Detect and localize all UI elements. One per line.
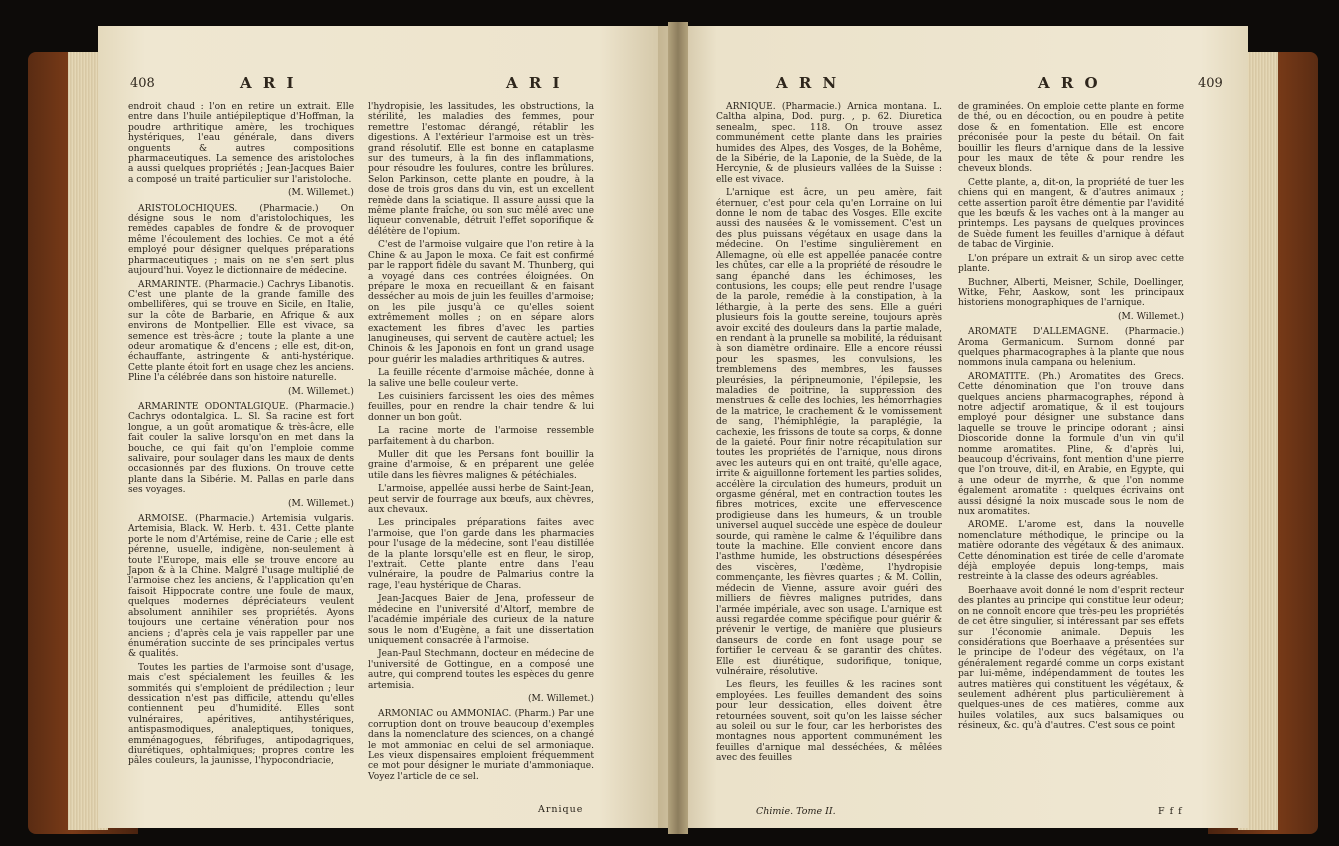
paragraph: Boerhaave avoit donné le nom d'esprit recteur des plantes au principe qui constitue leur odeur; on ne connoît encore que très-peu les propriétés de cet être singulier, si intéressant par ses effets sur l'économie animale. Depuis les considérations que Boerhaave a présentées sur le principe de l'odeur des végétaux, on l'a généralement regardé comme un corps existant par lui-même, indépendamment de toutes les autres matières qui constituent les végétaux, & seulement adhérent plus particulièrement à quelques-unes de ces matières, comme aux huiles volatiles, aux sucs balsamiques ou résineux, &c. qu'à d'autres. C'est sous ce point <box>958 585 1184 732</box>
paragraph: ARMARINTE. (Pharmacie.) Cachrys Libanotis. C'est une plante de la grande famille des ombellifères, qui se trouve en Sicile, en Italie, sur la côte de Barbarie, en Afrique & aux environs de Montpellier. Elle est vivace, sa semence est très-âcre ; toute la plante a une odeur aromatique & d'encens ; elle est, dit-on, échauffante, astringente & anti-hystérique. Cette plante étoit fort en usage chez les anciens. Pline l'a célébrée dans son histoire naturelle. <box>128 279 354 384</box>
paragraph: endroit chaud : l'on en retire un extrait. Elle entre dans l'huile antiépileptique d'Hoffman, la poudre arthritique amère, les trochiques hystériques, l'eau générale, dans divers onguents & autres compositions pharmaceutiques. La semence des aristoloches a aussi quelques propriétés ; Jean-Jacques Baier a composé un traité particulier sur l'aristoloche. <box>128 102 354 185</box>
catchword: Arnique <box>538 804 584 815</box>
paragraph: Cette plante, a, dit-on, la propriété de tuer les chiens qui en mangent, & d'autres animaux ; cette assertion paroît être démentie par l'avidité que les bœufs & les vaches ont à la manger au printemps. Les paysans de quelques provinces de Suède fument les feuilles d'arnique à défaut de tabac de Virginie. <box>958 177 1184 251</box>
paragraph: ARMONIAC ou AMMONIAC. (Pharm.) Par une corruption dont on trouve beaucoup d'exemples dans la nomenclature des sciences, on a changé le mot ammoniac en celui de sel armoniaque. Les vieux dispensaires emploient fréquemment ce mot pour désigner le muriate d'ammoniaque. Voyez l'article de ce sel. <box>368 709 594 782</box>
right-page-column-1 <box>716 102 942 767</box>
paragraph: ARMOISE. (Pharmacie.) Artemisia vulgaris. Artemisia, Black. W. Herb. t. 431. Cette plante porte le nom d'Artémise, reine de Carie ; elle est pérenne, usuelle, indigène, non-seulement à toute l'Europe, mais elle se trouve encore au Japon & à la Chine. Malgré l'usage multiplié de l'armoise chez les anciens, & l'application qu'en faisoit Hippocrate contre une foule de maux, quelques modernes dépréciateurs veulent absolument annihiler ses propriétés. Ayons toujours une certaine vénération pour nos anciens ; d'après cela je vais rappeller par une énumération succinte de ses principales vertus & qualités. <box>128 514 354 660</box>
running-head-left-col1: A R I <box>240 74 297 92</box>
running-head-right-col1: A R N <box>776 74 840 92</box>
paragraph: ARMARINTE ODONTALGIQUE. (Pharmacie.) Cachrys odontalgica. L. Sl. Sa racine est fort longue, a un goût aromatique & très-âcre, elle fait couler la salive lorsqu'on en met dans la bouche, ce qui fait qu'on l'emploie comme salivaire, pour soulager dans les maux de dents occasionnés par des fluxions. On trouve cette plante dans la Sibérie. M. Pallas en parle dans ses voyages. <box>128 401 354 496</box>
author-signature: (M. Willemet.) <box>527 693 594 704</box>
author-signature: (M. Willemet.) <box>1117 311 1184 322</box>
left-page <box>98 26 688 828</box>
author-signature: (M. Willemet.) <box>287 386 354 397</box>
left-page-column-2 <box>368 102 594 785</box>
paragraph: L'arnique est âcre, un peu amère, fait éternuer, c'est pour cela qu'en Lorraine on lui donne le nom de tabac des Vosges. Elle excite aussi des nausées & le vomissement. C'est un des plus puissans végétaux en usage dans la médecine. On l'estime singulièrement en Allemagne, où elle est appellée panacée contre les chûtes, car elle a la propriété de résoudre le sang épanché dans les échimoses, les contusions, les coups; elle peut rendre l'usage de la parole, remédie à la constipation, à la léthargie, à la perte des sens. Elle a guéri plusieurs fois la goutte sereine, toujours après avoir excité des douleurs dans la partie malade, en rendant à la prunelle sa mobilité, la réduisant à son diamètre ordinaire. Elle a encore réussi pour les spasmes, les convulsions, les tremblemens des membres, les fausses pleurésies, la péripneumonie, l'épilepsie, les maladies de poitrine, la suppression des menstrues & celle des lochies, les hémorrhagies de la matrice, le crachement & le vomissement de sang, l'hémiphlégie, la paraplégie, la cachexie, les frissons de toute sa corps, & donne de la gaieté. Pour finir notre récapitulation sur toutes les propriétés de l'arnique, nous dirons avec les auteurs qui en ont traité, qu'elle agace, irrite & aiguillonne fortement les parties solides, accélère la circulation des humeurs, produit un orgasme général, met en contraction toutes les fibres motrices, excite une effervescence prodigieuse dans les humeurs, & un trouble universel auquel succède une espèce de douleur sourde, qui ramène le calme & l'équilibre dans toute la machine. Elle convient encore dans l'asthme humide, les obstructions désespérées des viscères, l'œdème, l'hydropisie commençante, les fièvres quartes ; & M. Collin, médecin de Vienne, assure avoir guéri des milliers de fièvres malignes putrides, dans l'armée impériale, avec son usage. L'arnique est aussi regardée comme spécifique pour guérir & prévenir le vertige, de manière que plusieurs danseurs de corde en font usage pour se fortifier le cerveau & se garantir des chûtes. Elle est diurétique, sudorifique, tonique, vulnéraire, résolutive. <box>716 188 942 677</box>
page-footer: Chimie. Tome II. <box>756 806 836 817</box>
paragraph: AROMATITE. (Ph.) Aromatites des Grecs. Cette dénomination que l'on trouve dans quelques anciens pharmacographes, répond à notre adjectif aromatique, & il est toujours employé pour désigner une substance dans laquelle se trouve le principe odorant ; ainsi Dioscoride donne la formule d'un vin qu'il nomme aromatites. Pline, & d'après lui, beaucoup d'écrivains, font mention d'une pierre que l'on trouve, dit-il, en Arabie, en Egypte, qui a une odeur de myrrhe, & que l'on nomme également aromatite : quelques écrivains ont aussi désigné la noix muscade sous le nom de nux aromatites. <box>958 371 1184 518</box>
paragraph: ARNIQUE. (Pharmacie.) Arnica montana. L. Caltha alpina, Dod. purg. , p. 62. Diuretica senealm, spec. 118. On trouve assez communément cette plante dans les prairies humides des Alpes, des Vosges, de la Bohême, de la Sibérie, de la Laponie, de la Suède, de la Hercynie, & de plusieurs vallées de la Suisse : elle est vivace. <box>716 102 942 185</box>
paragraph: AROME. L'arome est, dans la nouvelle nomenclature méthodique, le principe ou la matière odorante des végétaux & des animaux. Cette dénomination est tirée de celle d'aromate déjà employée depuis long-temps, mais restreinte à la classe des odeurs agréables. <box>958 520 1184 583</box>
paragraph: de graminées. On emploie cette plante en forme de thé, ou en décoction, ou en poudre à petite dose & en fomentation. Elle est encore préconisée pour la peste du bétail. On fait bouillir les fleurs d'arnique dans de la lessive pour les maux de tête & pour rendre les cheveux blonds. <box>958 102 1184 175</box>
paragraph: L'armoise, appellée aussi herbe de Saint-Jean, peut servir de fourrage aux bœufs, aux chèvres, aux chevaux. <box>368 484 594 516</box>
paragraph: L'on prépare un extrait & un sirop avec cette plante. <box>958 253 1184 275</box>
paragraph: La racine morte de l'armoise ressemble parfaitement à du charbon. <box>368 426 594 447</box>
paragraph: C'est de l'armoise vulgaire que l'on retire à la Chine & au Japon le moxa. Ce fait est confirmé par le rapport fidèle du savant M. Thunberg, qui a voyagé dans ces contrées éloignées. On prépare le moxa en recueillant & en faisant dessécher au mois de juin les feuilles d'armoise; on les pile jusqu'à ce qu'elles soient extrêmement molles ; on en sépare alors exactement les fibres d'avec les parties lanugineuses, qui servent de cautère actuel; les Chinois & les Japonois en font un grand usage pour guérir les maladies arthritiques & autres. <box>368 240 594 365</box>
author-signature: (M. Willemet.) <box>287 188 354 199</box>
page-number-left: 408 <box>130 76 155 91</box>
right-page-column-2 <box>958 102 1184 735</box>
paragraph: Jean-Paul Stechmann, docteur en médecine de l'université de Gottingue, en a composé une autre, qui comprend toutes les espèces du genre artemisia. <box>368 649 594 691</box>
paragraph: Les fleurs, les feuilles & les racines sont employées. Les feuilles demandent des soins pour leur dessication, elles doivent être retournées souvent, soit qu'on les laisse sécher au soleil ou sur le four, car les herboristes des montagnes nous apportent communément les feuilles d'arnique mal desséchées, & mêlées avec des feuilles <box>716 680 942 764</box>
paragraph: Les principales préparations faites avec l'armoise, que l'on garde dans les pharmacies pour l'usage de la médecine, sont l'eau distillée de la plante lorsqu'elle est en fleur, le sirop, l'extrait. Cette plante entre dans l'eau vulnéraire, la poudre de Palmarius contre la rage, l'eau hystérique de Charas. <box>368 518 594 591</box>
running-head-right-col2: A R O <box>1038 74 1101 92</box>
open-book <box>28 22 1318 834</box>
right-page <box>658 26 1248 828</box>
signature-mark: F f f <box>1158 806 1183 817</box>
paragraph: l'hydropisie, les lassitudes, les obstructions, la stérilité, les maladies des femmes, pour remettre l'estomac dérangé, rétablir les digestions. A l'extérieur l'armoise est un très-grand résolutif. Elle est bonne en cataplasme sur des tumeurs, à la fin des inflammations, pour résoudre les foulures, contre les brûlures. Selon Parkinson, cette plante en poudre, à la dose de trois gros dans du vin, est un excellent remède dans la sciatique. Il assure aussi que la même plante fraîche, ou son suc mêlé avec une liqueur convenable, détruit l'effet soporifique & délétère de l'opium. <box>368 102 594 237</box>
author-signature: (M. Willemet.) <box>287 498 354 509</box>
paragraph: Toutes les parties de l'armoise sont d'usage, mais c'est spécialement les feuilles & les sommités qui s'emploient de prédilection ; leur dessication n'est pas difficile, attendu qu'elles contiennent peu d'humidité. Elles sont vulnéraires, apéritives, antihystériques, antispasmodiques, analeptiques, toniques, emménagogues, fébrifuges, antipodagriques, diurétiques, ophtalmiques; propres contre les pâles couleurs, la jaunisse, l'hypocondriacie, <box>128 662 354 767</box>
paragraph: Muller dit que les Persans font bouillir la graine d'armoise, & en préparent une gelée utile dans les fièvres malignes & pétéchiales. <box>368 450 594 481</box>
paragraph: ARISTOLOCHIQUES. (Pharmacie.) On désigne sous le nom d'aristolochiques, les remèdes capables de fondre & de provoquer même l'écoulement des lochies. Ce mot a été employé pour désigner quelques préparations pharmaceutiques ; mais on ne s'en sert plus aujourd'hui. Voyez le dictionnaire de médecine. <box>128 203 354 277</box>
left-page-column-1 <box>128 102 354 770</box>
running-head-left-col2: A R I <box>506 74 563 92</box>
paragraph: Jean-Jacques Baier de Jena, professeur de médecine en l'université d'Altorf, membre de l'académie impériale des curieux de la nature sous le nom d'Eugène, a fait une dissertation uniquement consacrée à l'armoise. <box>368 594 594 646</box>
paragraph: La feuille récente d'armoise mâchée, donne à la salive une belle couleur verte. <box>368 368 594 389</box>
page-number-right: 409 <box>1198 76 1223 91</box>
paragraph: AROMATE D'ALLEMAGNE. (Pharmacie.) Aroma Germanicum. Surnom donné par quelques pharmacographes à la plante que nous nommons inula campana ou helenium. <box>958 327 1184 369</box>
paragraph: Les cuisiniers farcissent les oies des mêmes feuilles, pour en rendre la chair tendre & lui donner un bon goût. <box>368 391 594 423</box>
paragraph: Buchner, Alberti, Meisner, Schile, Doellinger, Witke, Fehr, Aaskow, sont les principaux historiens monographiques de l'arnique. <box>958 277 1184 309</box>
book-gutter <box>668 22 688 834</box>
